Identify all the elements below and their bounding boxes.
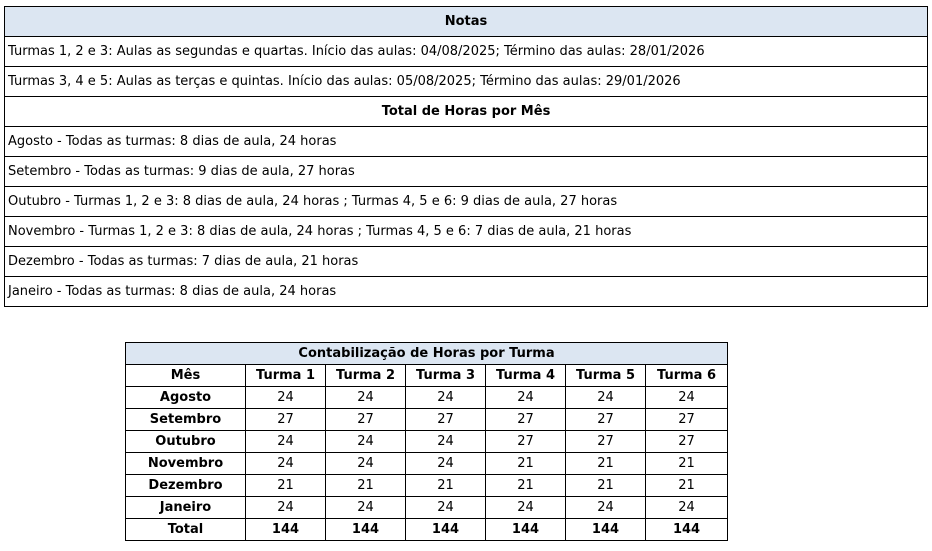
notes-title: Notas (5, 7, 928, 37)
hours-cell: 144 (246, 519, 326, 541)
hours-cell: 27 (486, 431, 566, 453)
hours-cell: 21 (406, 475, 486, 497)
hours-cell: 24 (566, 387, 646, 409)
month-note: Janeiro - Todas as turmas: 8 dias de aula, 24 horas (5, 277, 928, 307)
hours-cell: 27 (486, 409, 566, 431)
hours-cell: 27 (406, 409, 486, 431)
hours-cell: 24 (566, 497, 646, 519)
hours-cell: 21 (246, 475, 326, 497)
hours-cell: 24 (646, 497, 728, 519)
table-row (126, 475, 728, 497)
hours-table-title: Contabilização de Horas por Turma (126, 343, 728, 365)
hours-cell: 24 (326, 453, 406, 475)
hours-cell: 24 (646, 387, 728, 409)
hours-cell: 21 (646, 475, 728, 497)
hours-cell: 27 (646, 409, 728, 431)
column-header: Turma 3 (406, 365, 486, 387)
month-cell: Novembro (126, 453, 246, 475)
hours-cell: 27 (566, 409, 646, 431)
hours-cell: 27 (326, 409, 406, 431)
hours-cell: 24 (406, 431, 486, 453)
column-header: Turma 4 (486, 365, 566, 387)
hours-cell: 21 (486, 475, 566, 497)
hours-cell: 21 (326, 475, 406, 497)
column-header: Turma 5 (566, 365, 646, 387)
hours-cell: 24 (246, 497, 326, 519)
column-header: Turma 2 (326, 365, 406, 387)
hours-cell: 144 (646, 519, 728, 541)
month-cell: Setembro (126, 409, 246, 431)
schedule-note: Turmas 1, 2 e 3: Aulas as segundas e quartas. Início das aulas: 04/08/2025; Término das aulas: 28/01/2026 (5, 37, 928, 67)
month-note: Agosto - Todas as turmas: 8 dias de aula, 24 horas (5, 127, 928, 157)
hours-cell: 24 (326, 431, 406, 453)
month-cell: Dezembro (126, 475, 246, 497)
hours-cell: 21 (486, 453, 566, 475)
table-row (126, 387, 728, 409)
hours-cell: 24 (326, 497, 406, 519)
month-note: Novembro - Turmas 1, 2 e 3: 8 dias de aula, 24 horas ; Turmas 4, 5 e 6: 7 dias de aula, 21 horas (5, 217, 928, 247)
column-header: Turma 6 (646, 365, 728, 387)
header-row (126, 365, 728, 387)
hours-cell: 24 (246, 387, 326, 409)
hours-cell: 24 (326, 387, 406, 409)
notes-table (4, 6, 928, 307)
hours-per-month-title: Total de Horas por Mês (5, 97, 928, 127)
hours-cell: 27 (566, 431, 646, 453)
table-row (126, 497, 728, 519)
hours-cell: 24 (246, 453, 326, 475)
month-note: Outubro - Turmas 1, 2 e 3: 8 dias de aula, 24 horas ; Turmas 4, 5 e 6: 9 dias de aula, 27 horas (5, 187, 928, 217)
hours-cell: 144 (406, 519, 486, 541)
table-row (126, 453, 728, 475)
column-header: Turma 1 (246, 365, 326, 387)
hours-cell: 24 (486, 387, 566, 409)
hours-cell: 27 (646, 431, 728, 453)
hours-cell: 21 (566, 453, 646, 475)
hours-cell: 24 (246, 431, 326, 453)
month-note: Dezembro - Todas as turmas: 7 dias de aula, 21 horas (5, 247, 928, 277)
month-cell: Janeiro (126, 497, 246, 519)
total-row (126, 519, 728, 541)
hours-cell: 24 (406, 453, 486, 475)
hours-table (125, 342, 728, 541)
hours-cell: 144 (486, 519, 566, 541)
hours-cell: 144 (566, 519, 646, 541)
month-cell: Total (126, 519, 246, 541)
month-cell: Agosto (126, 387, 246, 409)
column-header: Mês (126, 365, 246, 387)
hours-cell: 24 (406, 387, 486, 409)
hours-cell: 144 (326, 519, 406, 541)
schedule-note: Turmas 3, 4 e 5: Aulas as terças e quintas. Início das aulas: 05/08/2025; Término das aulas: 29/01/2026 (5, 67, 928, 97)
month-note: Setembro - Todas as turmas: 9 dias de aula, 27 horas (5, 157, 928, 187)
hours-cell: 24 (486, 497, 566, 519)
month-cell: Outubro (126, 431, 246, 453)
table-row (126, 409, 728, 431)
hours-cell: 24 (406, 497, 486, 519)
hours-cell: 27 (246, 409, 326, 431)
hours-cell: 21 (566, 475, 646, 497)
table-row (126, 431, 728, 453)
hours-cell: 21 (646, 453, 728, 475)
